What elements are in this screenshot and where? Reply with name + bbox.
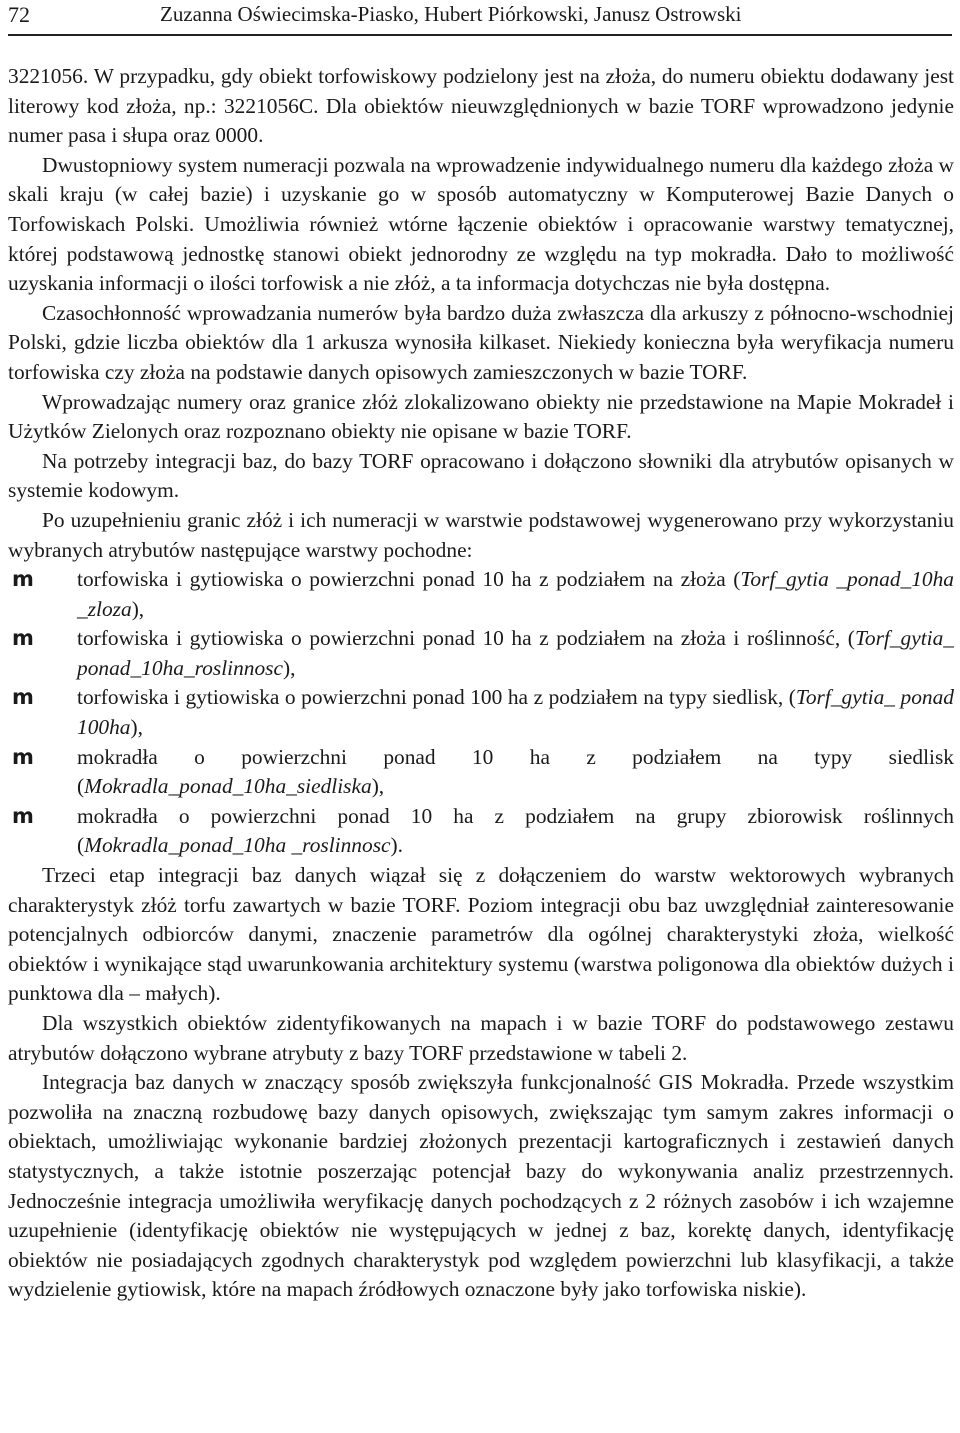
list-item [8, 802, 954, 861]
list-item-end: ). [390, 833, 404, 858]
running-header-authors: Zuzanna Oświecimska-Piasko, Hubert Piórkowski, Janusz Ostrowski [160, 2, 742, 26]
bullet-icon: m [12, 685, 34, 710]
paragraph: Trzeci etap integracji baz danych wiązał się z dołączeniem do warstw wektorowych wybranych charakterystyk złóż torfu zawartych w bazie TORF. Poziom integracji obu baz uwzględniał zainteresowanie potencjalnych odbiorców danymi, znaczenie parametrów dla ogólnej charakterystyki złoża, wielkość obiektów i wynikające stąd uwarunkowania architektury systemu (warstwa poligonowa dla obiektów dużych i punktowa dla – małych). [8, 863, 954, 1006]
derived-layers-list [8, 565, 954, 861]
layer-code: Torf_gytia_ ponad_10ha_roslinnosc [77, 626, 954, 680]
page-number: 72 [8, 2, 30, 27]
list-item [8, 683, 954, 742]
bullet-icon: m [12, 626, 34, 651]
list-item-end: ), [371, 774, 385, 799]
paragraph: Wprowadzając numery oraz granice złóż zlokalizowano obiekty nie przedstawione na Mapie Mokradeł i Użytków Zielonych oraz rozpoznano obiekty nie opisane w bazie TORF. [8, 389, 954, 444]
list-item-text: torfowiska i gytiowiska o powierzchni ponad 10 ha z podziałem na złoża ( [77, 567, 741, 592]
list-item [8, 565, 954, 624]
paragraph: Po uzupełnieniu granic złóż i ich numeracji w warstwie podstawowej wygenerowano przy wykorzystaniu wybranych atrybutów następujące warstwy pochodne: [8, 507, 954, 562]
paragraph: Dwustopniowy system numeracji pozwala na wprowadzenie indywidualnego numeru dla każdego złoża w skali kraju (w całej bazie) i uzyskanie go w sposób automatyczny w Komputerowej Bazie Danych o Torfowiskach Polski. Umożliwia również wtórne łączenie obiektów i opracowanie warstwy tematycznej, której podstawową jednostkę stanowi obiekt jednorodny ze względu na typ mokradła. Dało to możliwość uzyskania informacji o ilości torfowisk a nie złóż, a ta informacja dotychczas nie była dostępna. [8, 152, 954, 296]
paragraph: Dla wszystkich obiektów zidentyfikowanych na mapach i w bazie TORF do podstawowego zestawu atrybutów dołączono wybrane atrybuty z bazy TORF przedstawione w tabeli 2. [8, 1011, 954, 1065]
list-item-text: torfowiska i gytiowiska o powierzchni ponad 10 ha z podziałem na złoża i roślinność, ( [77, 626, 855, 651]
paragraph: Integracja baz danych w znaczący sposób zwiększyła funkcjonalność GIS Mokradła. Przede wszystkim pozwoliła na znaczną rozbudowę bazy danych opisowych, zwiększając tym samym zakres informacji o obiektach, umożliwiając wykonanie bardziej złożonych prezentacji kartograficznych i zestawień danych statystycznych, a także istotnie poszerzając potencjał bazy do wykonywania analiz przestrzennych. Jednocześnie integracja umożliwiła weryfikację danych pochodzących z 2 różnych zasobów i ich wzajemne uzupełnienie (identyfikację obiektów nie występujących w jednej z baz, korektę danych, identyfikację obiektów nie posiadających zgodnych charakterystyk pod względem powierzchni lub klasyfikacji, a także wydzielenie gytiowisk, które na mapach źródłowych oznaczone były jako torfowiska niskie). [8, 1070, 954, 1302]
paragraph: 3221056. W przypadku, gdy obiekt torfowiskowy podzielony jest na złoża, do numeru obiektu dodawany jest literowy kod złoża, np.: 3221056C. Dla obiektów nieuwzględnionych w bazie TORF wprowadzono jedynie numer pasa i słupa oraz 0000. [8, 64, 954, 148]
list-item [8, 743, 954, 802]
list-item-end: ), [130, 715, 143, 740]
list-item-text: torfowiska i gytiowiska o powierzchni ponad 100 ha z podziałem na typy siedlisk, ( [77, 685, 796, 710]
layer-code: Mokradla_ponad_10ha_siedliska [84, 774, 372, 799]
bullet-icon: m [12, 744, 34, 769]
body-text [8, 62, 954, 1305]
layer-code: Mokradla_ponad_10ha _roslinnosc [84, 833, 391, 858]
paragraph: Na potrzeby integracji baz, do bazy TORF opracowano i dołączono słowniki dla atrybutów opisanych w systemie kodowym. [8, 448, 954, 503]
list-item-end: ), [283, 655, 296, 680]
bullet-icon: m [12, 567, 34, 592]
bullet-icon: m [12, 803, 34, 828]
list-item-text: mokradła o powierzchni ponad 10 ha z podziałem na grupy zbiorowisk roślinnych ( [77, 803, 954, 858]
layer-code: Torf_gytia_ ponad 100ha [77, 685, 954, 740]
list-item-text: mokradła o powierzchni ponad 10 ha z podziałem na typy siedlisk ( [77, 744, 954, 799]
layer-code: Torf_gytia _ponad_10ha _zloza [77, 567, 954, 621]
list-item [8, 624, 954, 683]
running-header [8, 0, 952, 36]
paragraph: Czasochłonność wprowadzania numerów była bardzo duża zwłaszcza dla arkuszy z północno-wschodniej Polski, gdzie liczba obiektów dla 1 arkusza wynosiła kilkaset. Niekiedy konieczna była weryfikacja numeru torfowiska czy złoża na podstawie danych opisowych zamieszczonych w bazie TORF. [8, 300, 954, 384]
list-item-end: ), [131, 596, 145, 621]
